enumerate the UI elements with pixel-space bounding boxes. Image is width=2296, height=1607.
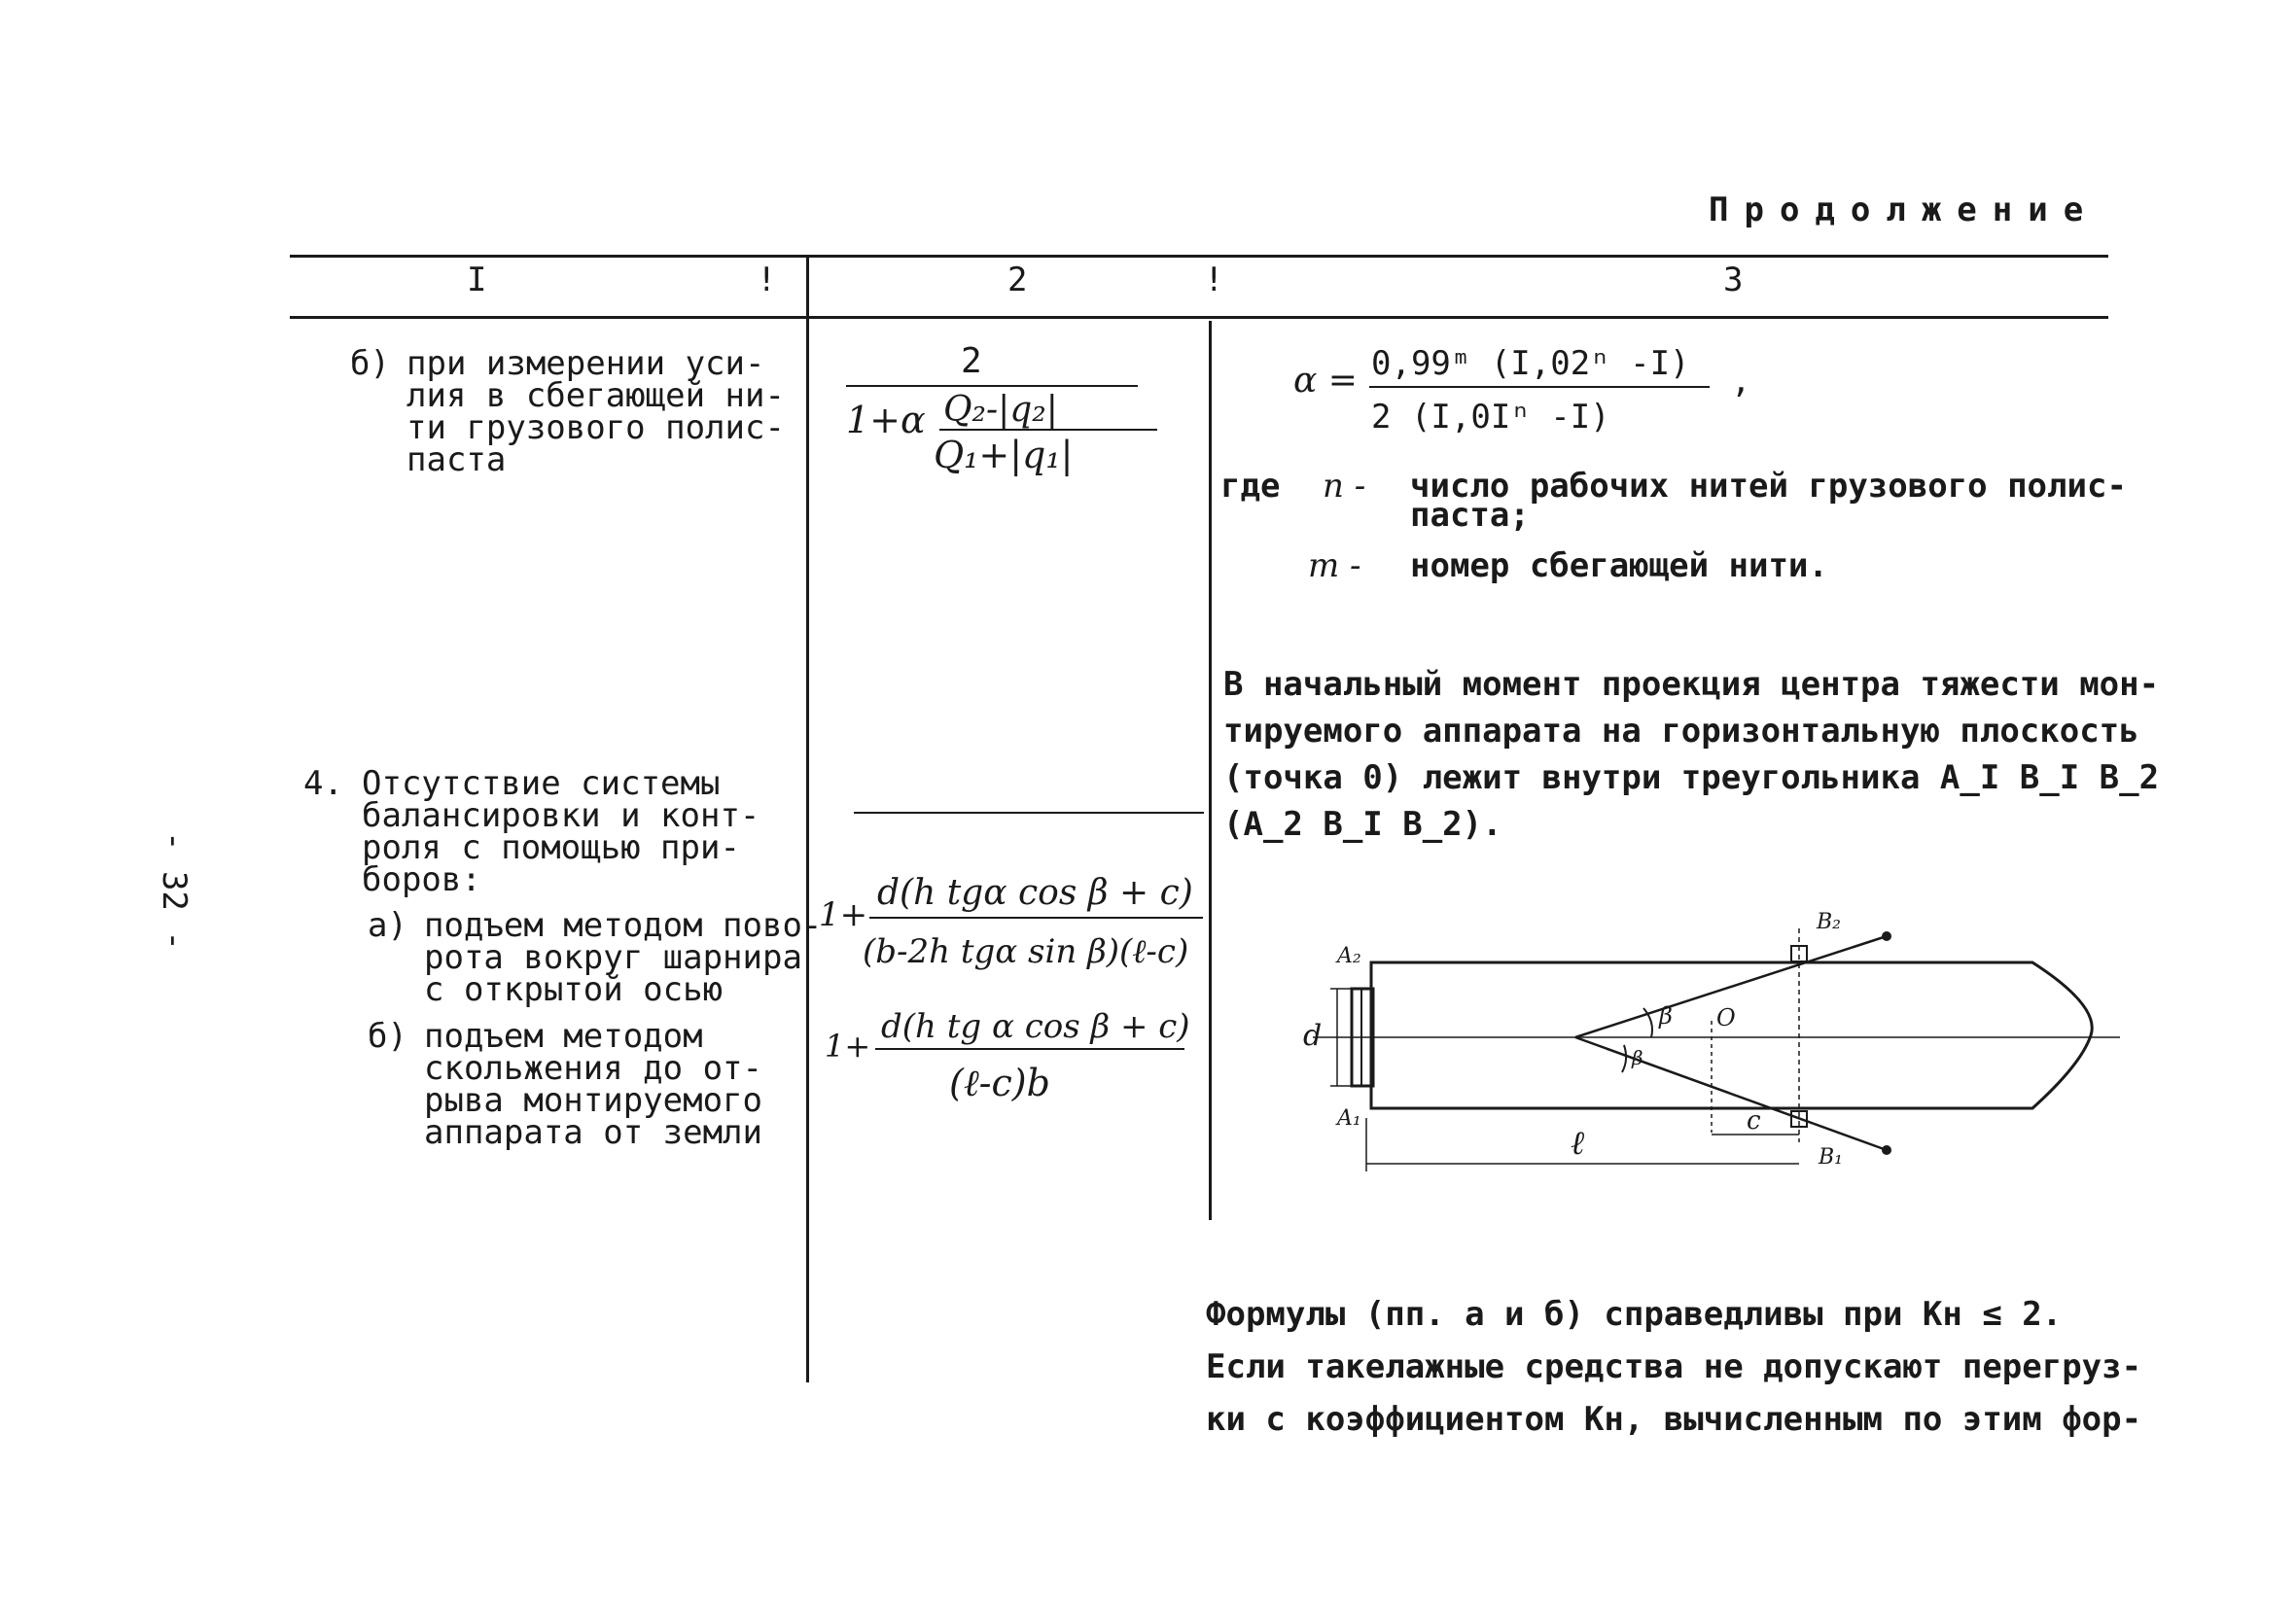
alpha-formula-numerator: 0,99ᵐ (I,02ⁿ -I) — [1371, 344, 1690, 383]
item-b-line: рыва монтируемого — [424, 1081, 762, 1120]
description-line: В начальный момент проекция центра тяжести мон- — [1223, 665, 2160, 704]
label-l: ℓ — [1571, 1124, 1585, 1163]
column-header-1: I — [467, 261, 487, 299]
point-b1 — [1882, 1145, 1891, 1155]
label-d: d — [1303, 1019, 1323, 1053]
label-beta: β — [1659, 1002, 1673, 1030]
alpha-formula-comma: , — [1731, 362, 1751, 401]
table-header-rule — [290, 316, 2108, 319]
description-line: (точка 0) лежит внутри треугольника A_I B_I B_2 — [1223, 758, 2160, 797]
alpha-formula — [1293, 326, 1780, 452]
row-b-formula-numerator: 2 — [961, 341, 982, 381]
row-4-line: роля с помощью при- — [362, 828, 740, 867]
footer-paragraph — [1206, 1288, 2141, 1446]
label-b1: B₁ — [1819, 1145, 1843, 1170]
item-a-description — [424, 906, 823, 1009]
center-of-gravity-description — [1223, 661, 2159, 848]
row-4-description — [362, 764, 760, 899]
column-rule-1 — [806, 255, 809, 1382]
label-a2: A₂ — [1337, 944, 1361, 968]
row-4-separator — [854, 812, 1204, 814]
item-a-line: подъем методом пово- — [424, 906, 823, 945]
item-a-formula-denominator: (b-2h tgα sin β)(ℓ-c) — [863, 932, 1189, 971]
item-a-formula — [819, 865, 1218, 992]
row-b-formula — [836, 335, 1167, 501]
point-b2 — [1882, 931, 1891, 941]
sling-line-lower — [1575, 1037, 1887, 1150]
row-b-formula-inner-denominator: Q₁+|q₁| — [934, 434, 1074, 476]
table-top-rule — [290, 255, 2108, 258]
column-header-2: 2 — [1007, 261, 1028, 299]
alpha-formula-lhs: α = — [1293, 361, 1358, 401]
column-separator-2: ! — [1204, 261, 1224, 299]
label-o: O — [1716, 1004, 1736, 1031]
footer-line: ки с коэффициентом Kн, вычисленным по этим фор- — [1206, 1400, 2142, 1439]
column-rule-2 — [1209, 321, 1212, 1220]
row-b-label: б) — [350, 344, 390, 383]
row-4-number: 4. — [303, 764, 343, 803]
description-line: тируемого аппарата на горизонтальную плоскость — [1223, 712, 2139, 751]
page-number: - 32 - — [155, 831, 194, 951]
column-header-3: 3 — [1723, 261, 1744, 299]
row-b-description — [406, 344, 785, 479]
lifting-diagram — [1293, 899, 2130, 1191]
item-b-formula-denominator: (ℓ-c)b — [949, 1062, 1050, 1104]
item-b-line: подъем методом — [424, 1017, 703, 1056]
n-symbol: n - — [1323, 467, 1366, 506]
item-b-line: скольжения до от- — [424, 1049, 762, 1088]
footer-line: Если такелажные средства не допускают перегруз- — [1206, 1347, 2142, 1386]
m-symbol: m - — [1308, 546, 1361, 585]
item-b-formula-numerator: d(h tg α cos β + c) — [881, 1007, 1190, 1046]
item-a-formula-numerator: d(h tgα cos β + c) — [877, 873, 1193, 913]
beta-arc-2 — [1622, 1045, 1626, 1072]
column-separator-1: ! — [757, 261, 777, 299]
m-definition: номер сбегающей нити. — [1410, 546, 1828, 585]
label-a1: A₁ — [1337, 1106, 1361, 1131]
row-4-line: Отсутствие системы — [362, 764, 721, 803]
alpha-formula-denominator: 2 (I,0Iⁿ -I) — [1371, 398, 1610, 437]
row-b-line: при измерении уси- — [406, 344, 765, 383]
label-b2: B₂ — [1817, 910, 1841, 934]
n-definition: число рабочих нитей грузового полис- — [1410, 467, 2127, 506]
row-b-line: ти грузового полис- — [406, 408, 785, 447]
item-a-label: а) — [368, 906, 407, 945]
item-b-label: б) — [368, 1017, 407, 1056]
item-a-line: с открытой осью — [424, 970, 724, 1009]
vessel-outline — [1371, 962, 2092, 1108]
row-b-line: паста — [406, 440, 507, 479]
item-b-formula — [825, 996, 1194, 1123]
row-4-line: балансировки и конт- — [362, 796, 760, 835]
item-b-formula-prefix: 1+ — [825, 1028, 871, 1065]
item-a-formula-prefix: 1+ — [819, 895, 868, 934]
item-b-line: аппарата от земли — [424, 1113, 762, 1152]
item-a-line: рота вокруг шарнира — [424, 938, 802, 977]
where-label: где — [1220, 467, 1281, 506]
row-4-line: боров: — [362, 860, 481, 899]
item-b-description — [424, 1017, 762, 1152]
row-b-line: лия в сбегающей ни- — [406, 376, 785, 415]
label-beta-2: β — [1632, 1046, 1643, 1069]
row-b-formula-inner-numerator: Q₂-|q₂| — [943, 390, 1058, 430]
description-line: (A_2 B_I B_2). — [1223, 805, 1502, 844]
page-heading: Продолжение — [1709, 191, 2100, 229]
footer-line: Формулы (пп. а и б) справедливы при Kн ≤ 2. — [1206, 1295, 2063, 1334]
n-definition-cont: паста; — [1410, 496, 1530, 535]
row-b-formula-prefix: 1+α — [846, 399, 926, 441]
label-c: c — [1747, 1106, 1761, 1135]
